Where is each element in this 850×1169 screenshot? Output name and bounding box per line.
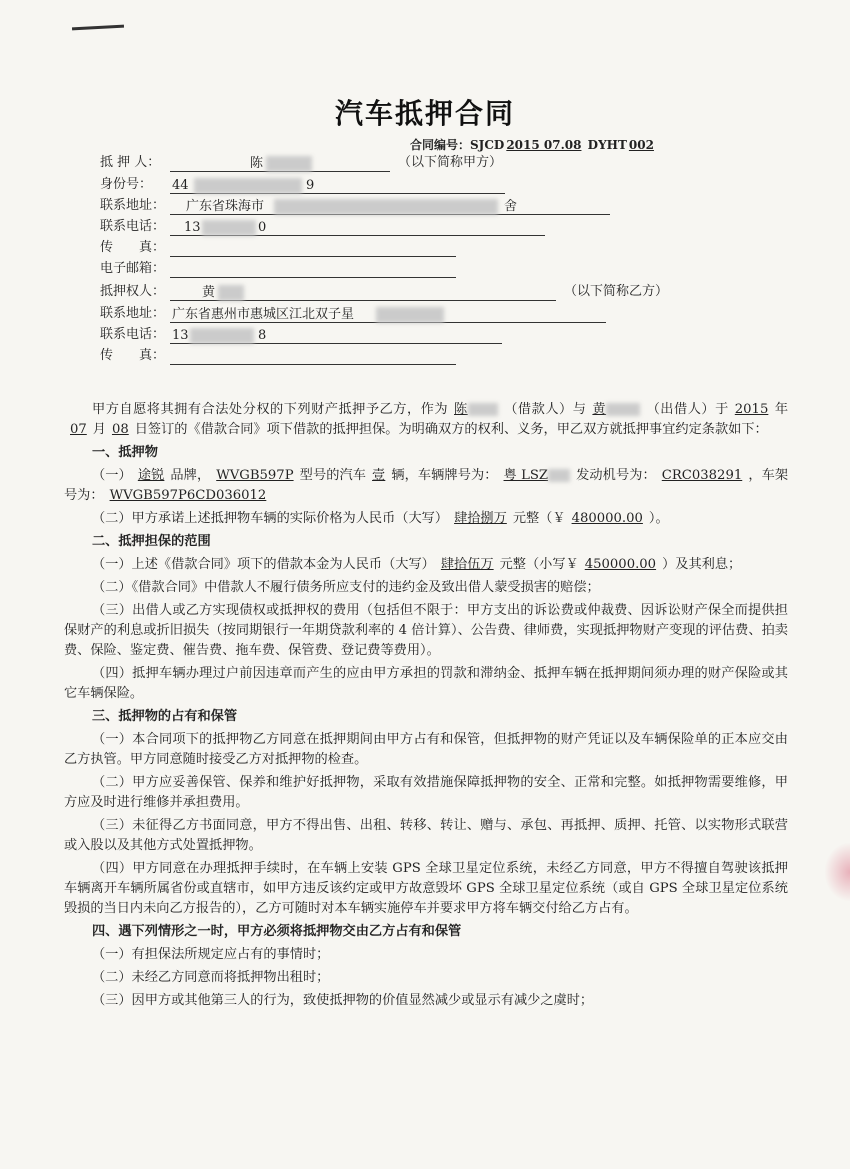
mortgagor-value: 陈	[250, 156, 264, 171]
id-suffix: 9	[306, 178, 315, 193]
phone-a-prefix: 13	[184, 220, 201, 235]
fax-a-row	[100, 239, 456, 257]
address-a-field	[170, 198, 610, 215]
address-b-row	[100, 305, 606, 323]
email-field	[170, 261, 456, 278]
phone-b-field	[170, 327, 502, 344]
address-b-value: 广东省惠州市惠城区江北双子星	[172, 307, 355, 322]
phone-a-label: 联系电话：	[100, 219, 166, 234]
address-a-label: 联系地址：	[100, 198, 166, 213]
mortgagee-value: 黄	[202, 285, 216, 300]
email-row	[100, 260, 456, 278]
page-title: 汽车抵押合同	[334, 97, 515, 130]
address-b-label: 联系地址：	[100, 306, 166, 321]
engine-number: CRC038291	[661, 468, 743, 483]
section-3-item-3: （三）未征得乙方书面同意，甲方不得出售、出租、转移、转让、赠与、承包、再抵押、质押、托管、以实物形式联营或入股以及其他方式处置抵押物。	[64, 818, 788, 853]
intro-month: 07	[70, 422, 87, 437]
address-a-value: 广东省珠海市	[186, 199, 265, 214]
section-1-item-2: （二）甲方承诺上述抵押物车辆的实际价格为人民币（大写） 肆拾捌万 元整（￥ 480000.00 ）。	[92, 511, 669, 526]
phone-a-row	[100, 218, 545, 236]
mortgagor-field	[170, 155, 390, 172]
intro-lender: 黄	[586, 402, 646, 417]
section-2-item-3: （三）出借人或乙方实现债权或抵押权的费用（包括但不限于：甲方支出的诉讼费或仲裁费、因诉讼财产保全而提供担保财产的利息或折旧损失（按同期银行一年期贷款利率的 4 倍计算）、公告费、律师费，实现抵押物财产变现的评估费、拍卖费、保险、鉴定费、催告费、拖车费、保管费、登记费等费用）。	[64, 603, 788, 658]
mortgagor-note: （以下简称甲方）	[398, 155, 503, 170]
vin-number: WVGB597P6CD036012	[109, 488, 267, 503]
section-4-item-3: （三）因甲方或其他第三人的行为，致使抵押物的价值显然减少或显示有减少之虞时；	[92, 993, 594, 1008]
price-chinese: 肆拾捌万	[454, 511, 507, 526]
mortgagee-row	[100, 283, 668, 301]
id-prefix: 44	[172, 178, 189, 193]
section-3-heading: 三、抵押物的占有和保管	[92, 709, 238, 724]
car-model: WVGB597P	[216, 468, 294, 483]
section-3-item-2: （二）甲方应妥善保管、保养和维护好抵押物，采取有效措施保障抵押物的安全、正常和完整。如抵押物需要维修，甲方应及时进行维修并承担费用。	[64, 775, 788, 810]
section-2-heading: 二、抵押担保的范围	[92, 534, 211, 549]
fax-b-field	[170, 348, 456, 365]
fax-b-label: 传 真：	[100, 348, 166, 363]
fax-a-field	[170, 240, 456, 257]
id-field	[170, 177, 505, 194]
phone-a-field	[170, 219, 545, 236]
intro-borrower: 陈	[448, 402, 504, 417]
address-a-end: 舍	[504, 199, 518, 214]
id-label: 身份号：	[100, 177, 153, 192]
phone-b-label: 联系电话：	[100, 327, 166, 342]
section-3-item-4: （四）甲方同意在办理抵押手续时，在车辆上安装 GPS 全球卫星定位系统，未经乙方同意，甲方不得擅自驾驶该抵押车辆离开车辆所属省份或直辖市，如甲方违反该约定或甲方故意毁坏 GPS 全球卫星定位系统（或自 GPS 全球卫星定位系统毁损的当日内未向乙方报告的），乙方可随时对本车辆实施停车并要求甲方将车辆交付给乙方占有。	[64, 861, 788, 916]
contract-number-label: 合同编号：SJCD	[410, 138, 505, 152]
section-4-heading: 四、遇下列情形之一时，甲方必须将抵押物交由乙方占有和保管	[92, 924, 462, 939]
phone-a-suffix: 0	[258, 220, 267, 235]
mortgagor-row	[100, 154, 502, 172]
intro-day: 08	[111, 422, 129, 437]
principal-amount: 450000.00	[584, 557, 657, 572]
intro-year: 2015	[734, 402, 769, 417]
car-brand: 途锐	[137, 468, 165, 483]
fax-a-label: 传 真：	[100, 240, 166, 255]
contract-number-date: 2015 07.08	[506, 138, 582, 152]
section-4-item-1: （一）有担保法所规定应占有的事情时；	[92, 947, 330, 962]
section-2-item-2: （二）《借款合同》中借款人不履行债务所应支付的违约金及致出借人蒙受损害的赔偿；	[92, 580, 600, 595]
mortgagee-note: （以下简称乙方）	[564, 284, 669, 299]
id-row	[100, 176, 505, 194]
scan-mark	[72, 25, 124, 31]
phone-b-suffix: 8	[258, 328, 267, 343]
principal-chinese: 肆拾伍万	[440, 557, 494, 572]
section-2-item-4: （四）抵押车辆办理过户前因违章而产生的应由甲方承担的罚款和滞纳金、抵押车辆在抵押期间须办理的财产保险或其它车辆保险。	[64, 666, 788, 701]
contract-number-seq: 002	[628, 138, 654, 152]
mortgagor-label: 抵 押 人：	[100, 155, 161, 170]
phone-b-prefix: 13	[172, 328, 189, 343]
car-plate: 粤 LSZ	[498, 468, 577, 483]
section-1-heading: 一、抵押物	[92, 445, 158, 460]
section-4-item-2: （二）未经乙方同意而将抵押物出租时；	[92, 970, 330, 985]
car-quantity: 壹	[372, 468, 386, 483]
price-amount: 480000.00	[571, 511, 643, 526]
section-2-item-1: （一）上述《借款合同》项下的借款本金为人民币（大写） 肆拾伍万 元整（小写￥ 450000.00 ）及其利息；	[92, 557, 742, 572]
seal-stamp-edge	[824, 842, 850, 902]
intro-paragraph: 甲方自愿将其拥有合法处分权的下列财产抵押予乙方，作为 陈 （借款人）与 黄 （出借人）于 2015 年07 月 08 日签订的《借款合同》项下借款的抵押担保。为明确双方的权利、义务，甲乙双方就抵押事宜约定条款如下：	[64, 400, 788, 440]
contract-number	[410, 136, 656, 153]
address-a-row	[100, 197, 610, 215]
contract-number-code: DYHT	[587, 138, 627, 152]
address-b-field	[170, 306, 606, 323]
mortgagee-field	[170, 284, 556, 301]
section-1-item-1: （一） 途锐 品牌， WVGB597P 型号的汽车 壹 辆，车辆牌号为： 粤 LSZ 发动机号为： CRC038291 ，车架号为： WVGB597P6CD036012	[64, 468, 789, 503]
phone-b-row	[100, 326, 502, 344]
section-3-item-1: （一）本合同项下的抵押物乙方同意在抵押期间由甲方占有和保管，但抵押物的财产凭证以及车辆保险单的正本应交由乙方执管。甲方同意随时接受乙方对抵押物的检查。	[64, 732, 788, 767]
fax-b-row	[100, 347, 456, 365]
contract-body	[64, 400, 788, 1014]
email-label: 电子邮箱：	[100, 261, 166, 276]
mortgagee-label: 抵押权人：	[100, 284, 166, 299]
